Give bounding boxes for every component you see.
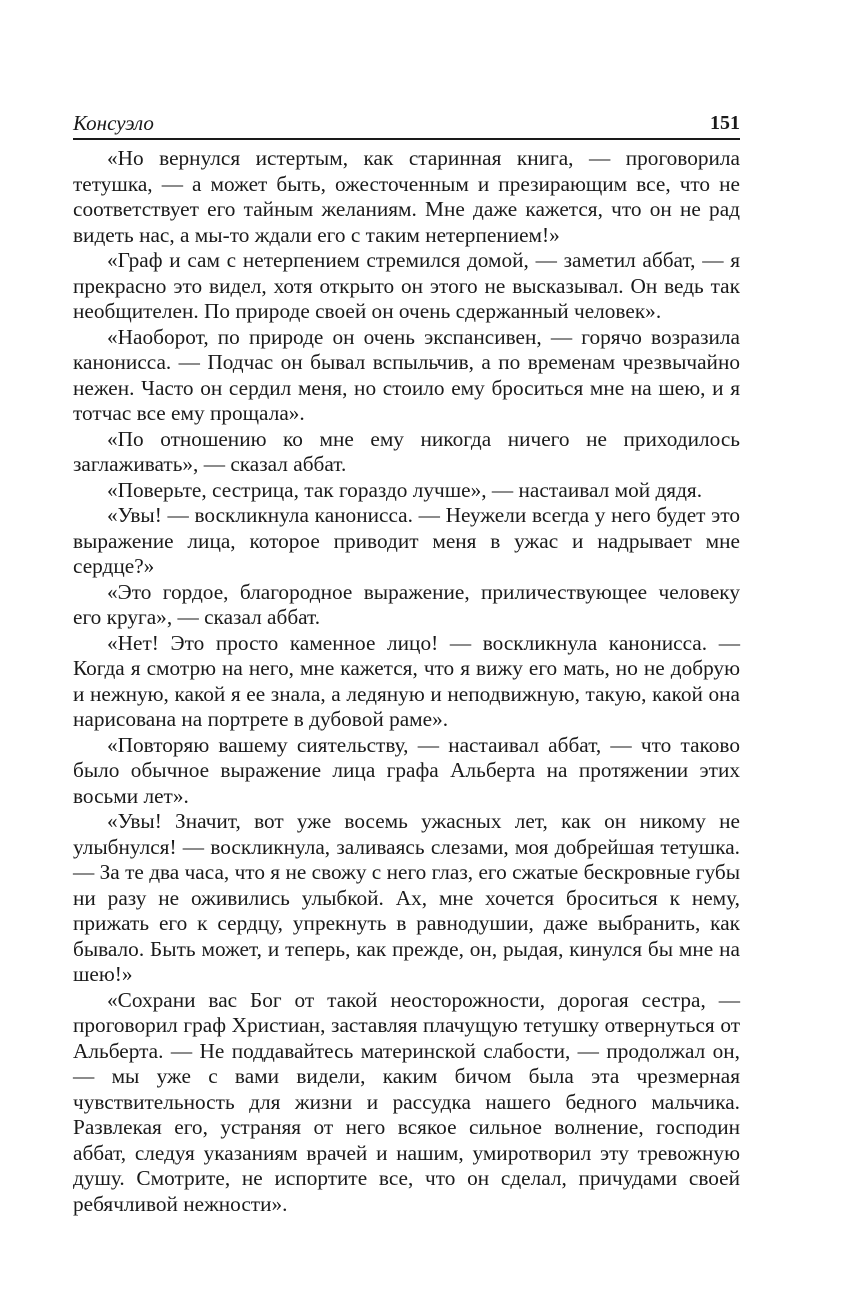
paragraph: «Это гордое, благородное выражение, приличествующее человеку его круга», — сказал аббат. xyxy=(73,579,740,629)
paragraph: «Нет! Это просто каменное лицо! — воскликнула канонисса. — Когда я смотрю на него, мне кажется, что я вижу его мать, но не добрую и нежную, какой я ее знала, а ледяную и неподвижную, такую, какой она нарисована на портрете в дубовой раме». xyxy=(73,630,740,731)
paragraph: «Поверьте, сестрица, так гораздо лучше», — настаивал мой дядя. xyxy=(107,477,703,502)
paragraph: «Увы! — воскликнула канонисса. — Неужели всегда у него будет это выражение лица, которое приводит меня в ужас и надрывает мне сердце?» xyxy=(73,503,740,578)
page-number: 151 xyxy=(710,112,740,134)
running-header xyxy=(73,110,740,140)
paragraph: «Наоборот, по природе он очень экспансивен, — горячо возразила канонисса. — Подчас он бывал вспыльчив, а по временам чрезвычайно нежен. Часто он сердил меня, но стоило ему броситься мне на шею, и я тотчас все ему прощала». xyxy=(73,324,740,425)
body-text xyxy=(73,146,740,1217)
paragraph: «Сохрани вас Бог от такой неосторожности, дорогая сестра, — проговорил граф Христиан, заставляя плачущую тетушку отвернуться от Альберта. — Не поддавайтесь материнской слабости, — продолжал он, — мы уже с вами видели, каким бичом была эта чрезмерная чувствительность для жизни и рассудка нашего бедного мальчика. Развлекая его, устраняя от него всякое сильное волнение, господин аббат, следуя указаниям врачей и нашим, умиротворил эту тревожную душу. Смотрите, не испортите все, что он сделал, причудами своей ребячливой нежности». xyxy=(73,987,740,1216)
paragraph: «Но вернулся истертым, как старинная книга, — проговорила тетушка, — а может быть, ожесточенным и презирающим все, что не соответствует его тайным желаниям. Мне даже кажется, что он не рад видеть нас, а мы-то ждали его с таким нетерпением!» xyxy=(73,146,740,247)
paragraph: «Увы! Значит, вот уже восемь ужасных лет, как он никому не улыбнулся! — воскликнула, заливаясь слезами, моя добрейшая тетушка. — За те два часа, что я не свожу с него глаз, его сжатые бескровные губы ни разу не оживились улыбкой. Ах, мне хочется броситься к нему, прижать его к сердцу, упрекнуть в равнодушии, даже выбранить, как бывало. Быть может, и теперь, как прежде, он, рыдая, кинулся бы мне на шею!» xyxy=(73,809,740,986)
paragraph: «Повторяю вашему сиятельству, — настаивал аббат, — что таково было обычное выражение лица графа Альберта на протяжении этих восьми лет». xyxy=(73,732,740,808)
paragraph: «По отношению ко мне ему никогда ничего не приходилось заглаживать», — сказал аббат. xyxy=(73,426,740,476)
running-title: Консуэло xyxy=(73,111,154,135)
paragraph: «Граф и сам с нетерпением стремился домой, — заметил аббат, — я прекрасно это видел, хотя открыто он этого не высказывал. Он ведь так необщителен. По природе своей он очень сдержанный человек». xyxy=(73,248,740,323)
